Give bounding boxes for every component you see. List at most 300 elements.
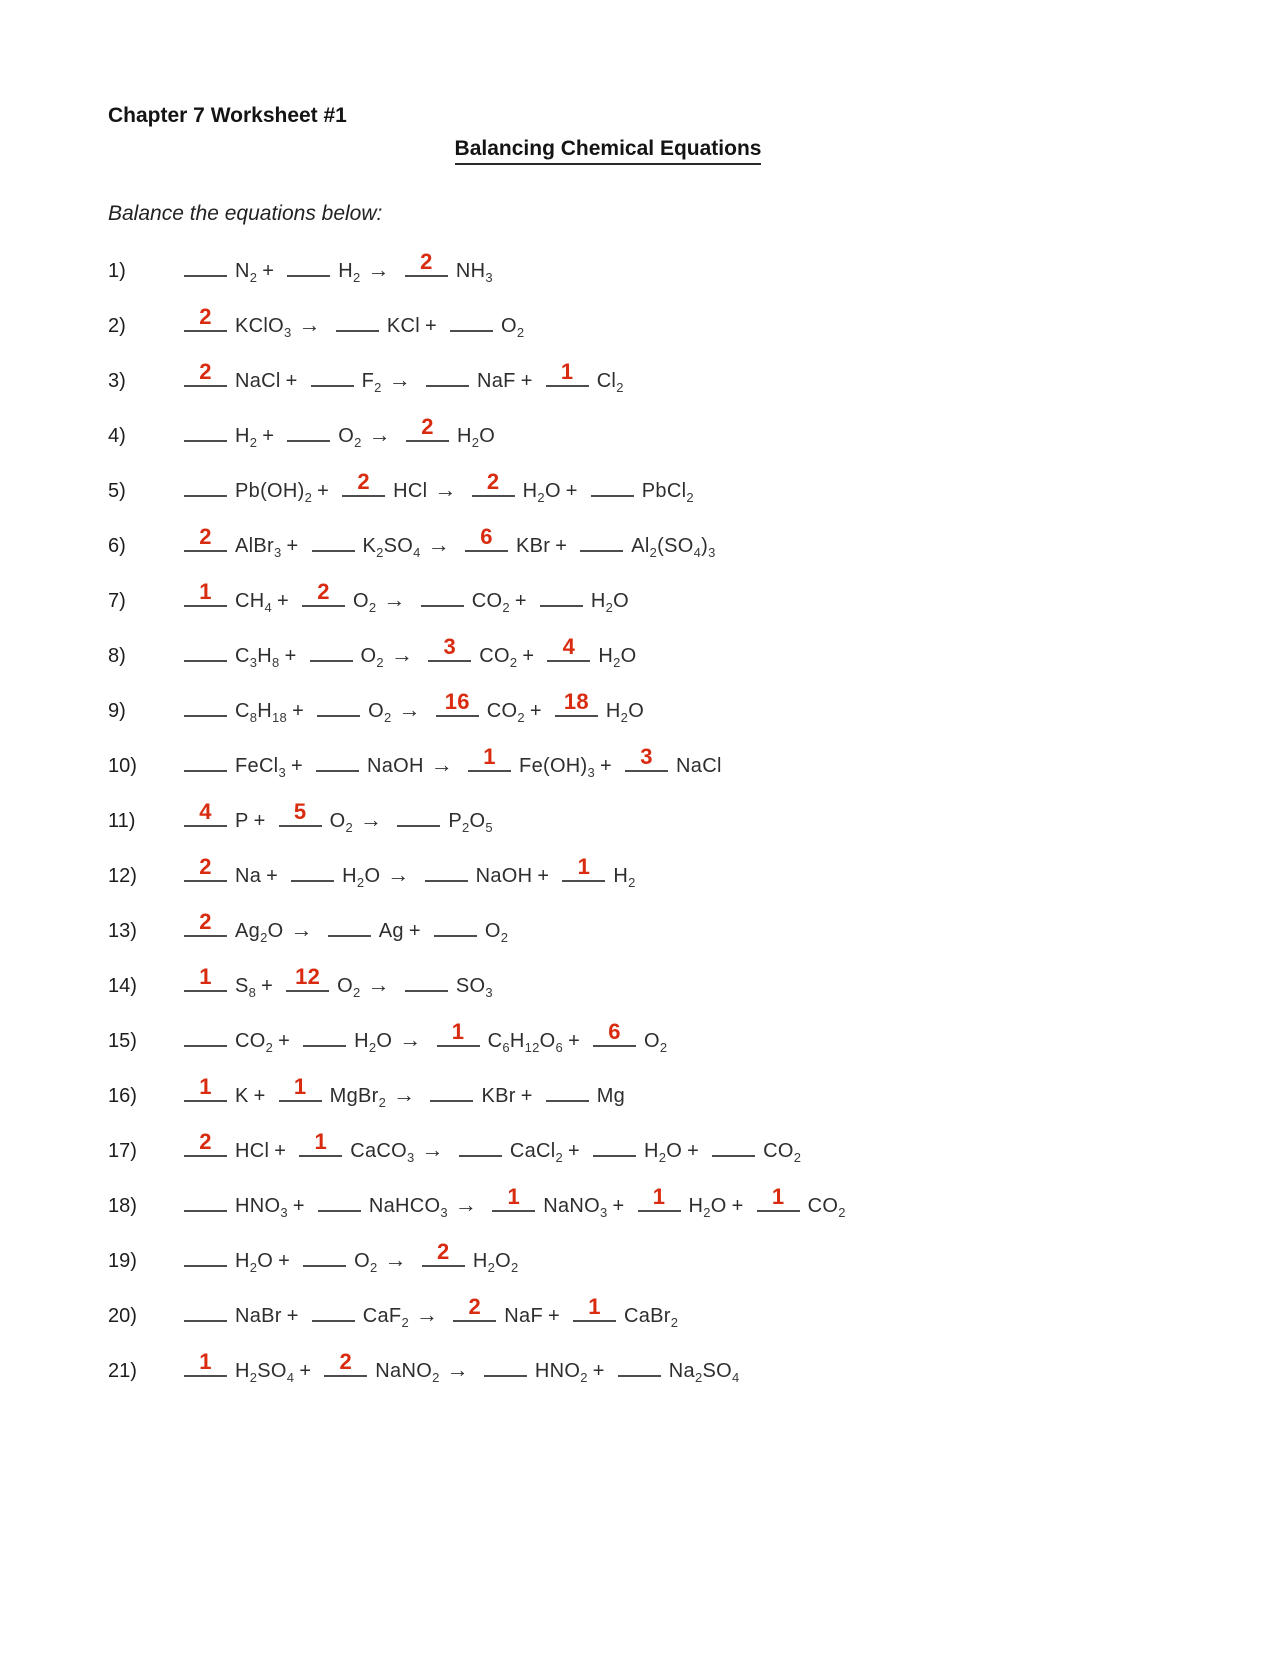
answer-blank[interactable] [184,479,227,497]
chemical-formula: $H_2O$ [354,1030,393,1055]
answer-blank[interactable] [324,1349,367,1377]
subscript: 3 [485,270,493,285]
chemical-formula: P [235,810,249,832]
chemical-formula: $H_2O$ [235,1250,274,1275]
equation-row [108,1123,1240,1178]
subscript: 2 [613,655,621,670]
equation-row [108,1343,1240,1398]
subscript: 2 [345,820,354,835]
answer-blank[interactable] [184,1194,227,1212]
chemical-formula: $CO_2$ [235,1030,274,1055]
plus-sign: + [261,975,274,997]
equation-number: 8) [108,645,126,667]
chemical-formula: $Cl_2$ [596,370,624,395]
answer-blank[interactable] [421,589,464,607]
subscript: 3 [407,1150,415,1165]
reaction-arrow: → [427,532,451,557]
answer-blank[interactable] [184,259,227,277]
answer-blank[interactable] [184,854,227,882]
chemical-formula: CaCO$_3$ [350,1140,415,1165]
answer-blank[interactable] [593,1019,636,1047]
answer-blank[interactable] [430,1084,473,1102]
answer-value: 2 [199,1129,212,1154]
subscript: 2 [432,1370,440,1385]
answer-blank[interactable] [336,314,379,332]
chemical-formula: $Al_2(SO_4)_3$ [631,535,716,560]
chemical-formula: $CO_2$ [471,590,510,615]
chemical-formula: NaCl [235,370,281,392]
equation-row [108,408,1240,463]
answer-blank[interactable] [625,744,668,772]
subscript: 6 [555,1040,564,1055]
answer-blank[interactable] [618,1359,661,1377]
answer-blank[interactable] [184,754,227,772]
equation-number: 6) [108,535,126,557]
answer-blank[interactable] [472,469,515,497]
answer-blank[interactable] [426,369,469,387]
subscript: 2 [838,1205,846,1220]
answer-blank[interactable] [279,799,322,827]
answer-blank[interactable] [397,809,440,827]
chemical-formula: $H_2O$ [342,865,381,890]
chemical-formula: $NH_3$ [455,260,493,285]
chemical-formula: KBr [481,1085,516,1107]
answer-blank[interactable] [184,579,227,607]
chemical-formula: $O_2$ [360,645,384,670]
chemical-formula: $O_2$ [337,975,361,1000]
plus-sign: + [568,1140,581,1162]
answer-value: 4 [562,634,576,659]
answer-value: 1 [652,1184,666,1209]
chemical-formula: $CH_4$ [235,590,273,615]
reaction-arrow: → [367,257,390,282]
chemical-formula: NaNO$_2$ [375,1360,440,1385]
subscript: 4 [693,545,702,560]
subscript: 8 [248,985,257,1000]
subscript: 2 [500,930,509,945]
equation-row [108,848,1240,903]
subscript: 3 [708,545,716,560]
chemical-formula: $F_2$ [361,370,382,395]
equation-number: 17) [108,1140,137,1162]
subscript: 12 [524,1040,540,1055]
plus-sign: + [277,590,290,612]
equation-row [108,793,1240,848]
subscript: 2 [249,435,258,450]
answer-blank[interactable] [591,479,634,497]
equation-number: 16) [108,1085,137,1107]
equation-row [108,353,1240,408]
answer-blank[interactable] [580,534,623,552]
answer-blank[interactable] [279,1074,322,1102]
answer-value: 3 [443,634,457,659]
subscript: 2 [265,1040,274,1055]
answer-blank[interactable] [484,1359,527,1377]
subscript: 2 [649,545,658,560]
subscript: 4 [286,1370,295,1385]
answer-blank[interactable] [312,1304,355,1322]
answer-value: 2 [437,1239,450,1264]
chemical-formula: $H_2O$ [598,645,637,670]
subscript: 3 [273,545,282,560]
chemical-formula: $H_2$ [338,260,361,285]
chemical-formula: $O_2$ [368,700,392,725]
equation-row [108,518,1240,573]
reaction-arrow: → [290,917,313,942]
answer-value: 2 [486,469,500,494]
equation [176,689,645,725]
plus-sign: + [522,645,535,667]
subscript: 2 [537,490,545,505]
equation-row [108,903,1240,958]
answer-blank[interactable] [303,1249,346,1267]
equation [176,469,694,505]
chemical-formula: $CO_2$ [807,1195,846,1220]
equation-number: 14) [108,975,137,997]
chemical-formula: PbCl$_2$ [641,480,694,505]
answer-blank[interactable] [422,1239,465,1267]
equation [176,854,636,890]
answer-blank[interactable] [184,964,227,992]
equation-number: 15) [108,1030,137,1052]
subscript: 2 [376,655,384,670]
plus-sign: + [547,1305,560,1327]
plus-sign: + [292,1195,305,1217]
plus-sign: + [274,1140,287,1162]
subscript: 3 [249,655,258,670]
answer-blank[interactable] [310,644,353,662]
subscript: 2 [369,1260,378,1275]
subscript: 2 [670,1315,679,1330]
answer-blank[interactable] [316,754,359,772]
subscript: 2 [368,1040,377,1055]
subscript: 4 [731,1370,740,1385]
answer-blank[interactable] [342,469,385,497]
subscript: 2 [374,380,382,395]
chemical-formula: NaNO$_3$ [543,1195,608,1220]
answer-blank[interactable] [562,854,605,882]
subscript: 2 [793,1150,802,1165]
equation-row [108,958,1240,1013]
subscript: 2 [353,270,361,285]
answer-blank[interactable] [712,1139,755,1157]
equation-number: 18) [108,1195,137,1217]
answer-blank[interactable] [311,369,354,387]
subscript: 2 [249,1370,258,1385]
answer-blank[interactable] [437,1019,480,1047]
answer-blank[interactable] [573,1294,616,1322]
answer-blank[interactable] [303,1029,346,1047]
plus-sign: + [292,700,305,722]
chemical-formula: HCl [235,1140,270,1162]
answer-blank[interactable] [184,1249,227,1267]
plus-sign: + [285,370,298,392]
answer-blank[interactable] [459,1139,502,1157]
subscript: 2 [703,1205,711,1220]
answer-blank[interactable] [184,1029,227,1047]
answer-value: 12 [295,964,321,989]
plus-sign: + [286,535,299,557]
chemical-formula: $C_8H_{18}$ [235,700,288,725]
answer-blank[interactable] [453,1294,496,1322]
answer-value: 18 [563,689,589,714]
subscript: 2 [354,435,362,450]
answer-value: 2 [357,469,370,494]
answer-blank[interactable] [547,634,590,662]
reaction-arrow: → [367,972,390,997]
answer-blank[interactable] [318,1194,361,1212]
equation [176,304,525,340]
chemical-formula: $H_2O$ [590,590,629,615]
answer-blank[interactable] [405,249,448,277]
answer-blank[interactable] [757,1184,800,1212]
chemical-formula: $H_2$ [235,425,258,450]
subscript: 3 [440,1205,448,1220]
answer-blank[interactable] [184,699,227,717]
answer-value: 2 [468,1294,482,1319]
answer-blank[interactable] [312,534,355,552]
subscript: 2 [605,600,614,615]
chemical-formula: NaHCO$_3$ [368,1195,448,1220]
reaction-arrow: → [360,807,383,832]
equation [176,524,716,560]
chemical-formula: KBr [516,535,551,557]
plus-sign: + [514,590,527,612]
plus-sign: + [600,755,613,777]
chemical-formula: HCl [393,480,428,502]
subscript: 2 [356,875,365,890]
answer-blank[interactable] [184,799,227,827]
answer-blank[interactable] [184,644,227,662]
subscript: 2 [694,1370,703,1385]
subscript: 2 [509,655,518,670]
answer-value: 1 [560,359,574,384]
subscript: 2 [516,325,525,340]
chemical-formula: MgBr$_2$ [329,1085,387,1110]
equation [176,1074,626,1110]
page-subtitle: Balancing Chemical Equations [455,137,762,165]
equation-row [108,683,1240,738]
equation [176,909,509,945]
subscript: 2 [510,1260,519,1275]
subscript: 8 [272,655,280,670]
equation [176,1239,519,1275]
answer-value: 2 [199,854,212,879]
plus-sign: + [286,1305,299,1327]
chemical-formula: $SO_3$ [455,975,493,1000]
answer-value: 2 [199,304,212,329]
equation-number: 13) [108,920,137,942]
chemical-formula: $H_2O$ [522,480,561,505]
chemical-formula: CaCl$_2$ [509,1140,564,1165]
reaction-arrow: → [383,587,406,612]
chemical-formula: $H_2O$ [456,425,496,450]
answer-value: 1 [199,1074,212,1099]
chemical-formula: NaBr [235,1305,282,1327]
answer-blank[interactable] [291,864,334,882]
subscript: 2 [620,710,629,725]
plus-sign: + [731,1195,744,1217]
chemical-formula: $Na_2SO_4$ [668,1360,740,1385]
answer-value: 1 [293,1074,307,1099]
answer-value: 1 [451,1019,465,1044]
reaction-arrow: → [421,1137,444,1162]
equation-number: 1) [108,260,126,282]
answer-blank[interactable] [540,589,583,607]
answer-blank[interactable] [593,1139,636,1157]
answer-blank[interactable] [546,359,589,387]
answer-blank[interactable] [492,1184,535,1212]
chemical-formula: $H_2O_2$ [472,1250,519,1275]
answer-blank[interactable] [184,1129,227,1157]
answer-blank[interactable] [434,919,477,937]
chemical-formula: $H_2O$ [644,1140,683,1165]
answer-blank[interactable] [184,1074,227,1102]
chemical-formula: $H_2$ [613,865,636,890]
subscript: 3 [278,765,286,780]
answer-blank[interactable] [302,579,345,607]
equation [176,1349,740,1385]
equation [176,1129,802,1165]
subscript: 3 [280,1205,288,1220]
reaction-arrow: → [393,1082,416,1107]
equation-number: 21) [108,1360,137,1382]
equation-row [108,1178,1240,1233]
answer-blank[interactable] [287,259,330,277]
answer-value: 16 [444,689,470,714]
subscript: 2 [461,820,470,835]
answer-blank[interactable] [184,304,227,332]
plus-sign: + [290,755,303,777]
answer-value: 2 [421,414,434,439]
chemical-formula: $H_2SO_4$ [235,1360,295,1385]
plus-sign: + [284,645,297,667]
chemical-formula: $O_2$ [354,1250,378,1275]
answer-blank[interactable] [317,699,360,717]
subscript: 2 [260,930,268,945]
answer-value: 2 [420,249,433,274]
subscript: 2 [249,270,258,285]
chemical-formula: $CO_2$ [486,700,525,725]
equation-number: 10) [108,755,137,777]
equation-number: 20) [108,1305,137,1327]
answer-blank[interactable] [184,1349,227,1377]
answer-blank[interactable] [546,1084,589,1102]
answer-blank[interactable] [425,864,468,882]
plus-sign: + [262,425,275,447]
answer-value: 1 [771,1184,785,1209]
answer-blank[interactable] [465,524,508,552]
answer-blank[interactable] [436,689,479,717]
answer-value: 1 [483,744,496,769]
plus-sign: + [408,920,421,942]
instruction-text: Balance the equations below: [108,202,383,225]
equation-number: 11) [108,810,136,832]
answer-value: 1 [199,1349,212,1374]
chemical-formula: Na [235,865,262,887]
answer-blank[interactable] [184,1304,227,1322]
reaction-arrow: → [399,1027,422,1052]
chemical-formula: $Ag_2O$ [235,920,284,945]
equation-row [108,738,1240,793]
plus-sign: + [612,1195,625,1217]
subscript: 2 [659,1040,668,1055]
answer-blank[interactable] [299,1129,342,1157]
subscript: 2 [658,1150,667,1165]
chemical-formula: $HNO_3$ [235,1195,288,1220]
equation [176,634,637,670]
answer-blank[interactable] [406,414,449,442]
equation [176,249,493,285]
chemical-formula: $K_2SO_4$ [362,535,421,560]
answer-blank[interactable] [184,424,227,442]
equation-row [108,1288,1240,1343]
subscript: 2 [517,710,525,725]
plus-sign: + [299,1360,312,1382]
answer-blank[interactable] [428,634,471,662]
chemical-formula: $O_2$ [484,920,509,945]
subscript: 2 [353,985,361,1000]
answer-blank[interactable] [287,424,330,442]
equation [176,1294,679,1330]
chemical-formula: KClO$_3$ [235,315,292,340]
equation-number: 4) [108,425,126,447]
answer-blank[interactable] [184,909,227,937]
chemical-formula: CaF$_2$ [362,1305,409,1330]
chemical-formula: $O_2$ [338,425,362,450]
subscript: 4 [264,600,273,615]
equation-number: 5) [108,480,126,502]
answer-blank[interactable] [555,689,598,717]
equation [176,359,624,395]
answer-value: 2 [339,1349,353,1374]
answer-blank[interactable] [184,359,227,387]
equation-row [108,298,1240,353]
answer-value: 1 [199,579,212,604]
plus-sign: + [266,865,279,887]
subscript: 2 [686,490,694,505]
equation [176,744,722,780]
chemical-formula: AlBr$_3$ [235,535,282,560]
answer-blank[interactable] [468,744,511,772]
answer-blank[interactable] [450,314,493,332]
answer-value: 2 [199,909,212,934]
chemical-formula: NaF [477,370,516,392]
answer-blank[interactable] [286,964,329,992]
answer-value: 1 [588,1294,601,1319]
plus-sign: + [555,535,568,557]
equation-list [108,243,1240,1398]
answer-blank[interactable] [638,1184,681,1212]
chemical-formula: $C_6H_{12}O_6$ [487,1030,564,1055]
answer-blank[interactable] [184,524,227,552]
answer-value: 4 [199,799,212,824]
chemical-formula: FeCl$_3$ [235,755,286,780]
equation-row [108,573,1240,628]
page-title: Chapter 7 Worksheet #1 [108,104,347,127]
chemical-formula: KCl [386,315,420,337]
subtitle-container [108,137,1108,165]
answer-blank[interactable] [405,974,448,992]
equation-number: 3) [108,370,126,392]
answer-value: 2 [199,359,212,384]
answer-value: 3 [640,744,653,769]
answer-blank[interactable] [328,919,371,937]
reaction-arrow: → [298,312,321,337]
subscript: 18 [272,710,288,725]
equation [176,1184,846,1220]
answer-value: 2 [199,524,212,549]
